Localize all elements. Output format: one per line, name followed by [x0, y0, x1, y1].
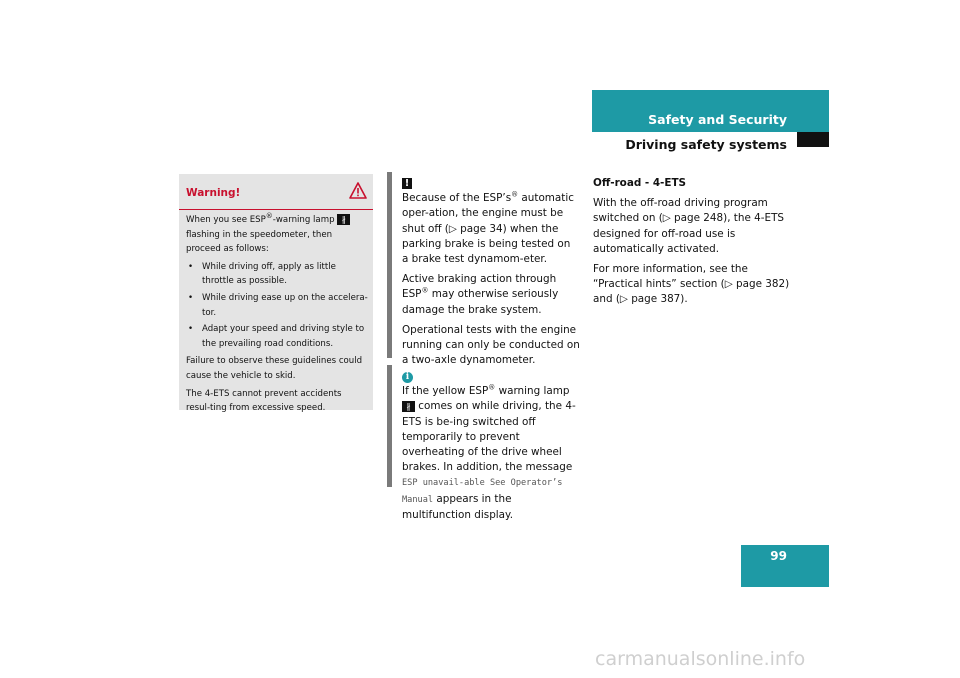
warning-intro-text-2: -warning lamp: [272, 215, 335, 225]
notice-text: may otherwise seriously damage the brake system.: [402, 288, 559, 316]
notice-paragraph-1: [402, 191, 580, 267]
warning-intro-text: When you see ESP: [186, 215, 266, 225]
watermark: carmanualsonline.info: [595, 648, 806, 670]
registered-mark: ®: [265, 212, 273, 221]
warning-intro-tail: flashing in the speedometer, then proceed as follows:: [186, 229, 333, 255]
info-text: comes on while driving, the 4-ETS is be-ing switched off temporarily to prevent overheating of the drive wheel brakes. In addition, the message: [402, 400, 576, 474]
warning-intro: [186, 213, 368, 257]
notice-text: Because of the ESP’s: [402, 192, 512, 205]
info-text: warning lamp: [495, 385, 570, 398]
warning-paragraph: The 4-ETS cannot prevent accidents resul-ting from excessive speed.: [186, 388, 342, 414]
warning-header: [179, 174, 373, 210]
warning-bullets: [186, 260, 368, 352]
notice-block: [402, 176, 580, 373]
info-paragraph: [402, 384, 580, 523]
info-bar: [387, 365, 392, 487]
skid-warning-lamp-icon: ∦: [402, 401, 415, 412]
offroad-paragraph-1: With the off-road driving program switched on (▷ page 248), the 4-ETS designed for off-road use is automatically activated.: [593, 197, 785, 255]
notice-bar: [387, 172, 392, 358]
warning-title: Warning!: [186, 187, 241, 199]
notice-paragraph-3: Operational tests with the engine running can only be conducted on a two-axle dynamometer.: [402, 323, 580, 367]
info-block: [402, 369, 580, 528]
info-text: If the yellow ESP: [402, 385, 489, 398]
header-marker: [797, 132, 829, 147]
warning-body: [186, 213, 368, 419]
registered-mark: ®: [421, 286, 429, 295]
section-title: Safety and Security: [648, 112, 787, 127]
display-message: ESP unavail-able See Operator’s Manual: [402, 478, 563, 505]
notice-paragraph-2: [402, 272, 580, 318]
list-item: • While driving off, apply as little throttle as possible.: [186, 260, 368, 289]
offroad-heading: Off-road - 4-ETS: [593, 177, 687, 189]
registered-mark: ®: [511, 190, 519, 199]
notice-text: Active braking action through ESP: [402, 273, 557, 301]
warning-box: [179, 174, 373, 414]
list-item: • While driving ease up on the accelera-tor.: [186, 291, 368, 320]
warning-triangle-icon: [349, 182, 367, 200]
warning-paragraph: Failure to observe these guidelines could cause the vehicle to skid.: [186, 356, 363, 381]
notice-text: automatic oper-ation, the engine must be shut off (▷ page 34) when the parking brake is being tested on a brake test dynamom-eter.: [402, 192, 574, 266]
offroad-paragraph-2: For more information, see the “Practical hints” section (▷ page 382) and (▷ page 387).: [593, 263, 790, 306]
subsection-title: Driving safety systems: [625, 137, 787, 152]
exclamation-icon: !: [402, 178, 412, 189]
list-item: • Adapt your speed and driving style to the prevailing road conditions.: [186, 322, 368, 351]
info-icon: i: [402, 372, 413, 383]
info-text: appears in the multifunction display.: [402, 492, 514, 521]
skid-warning-lamp-icon: ∦: [337, 214, 350, 225]
page-number: 99: [770, 549, 787, 563]
offroad-block: [593, 176, 793, 313]
registered-mark: ®: [488, 383, 496, 392]
